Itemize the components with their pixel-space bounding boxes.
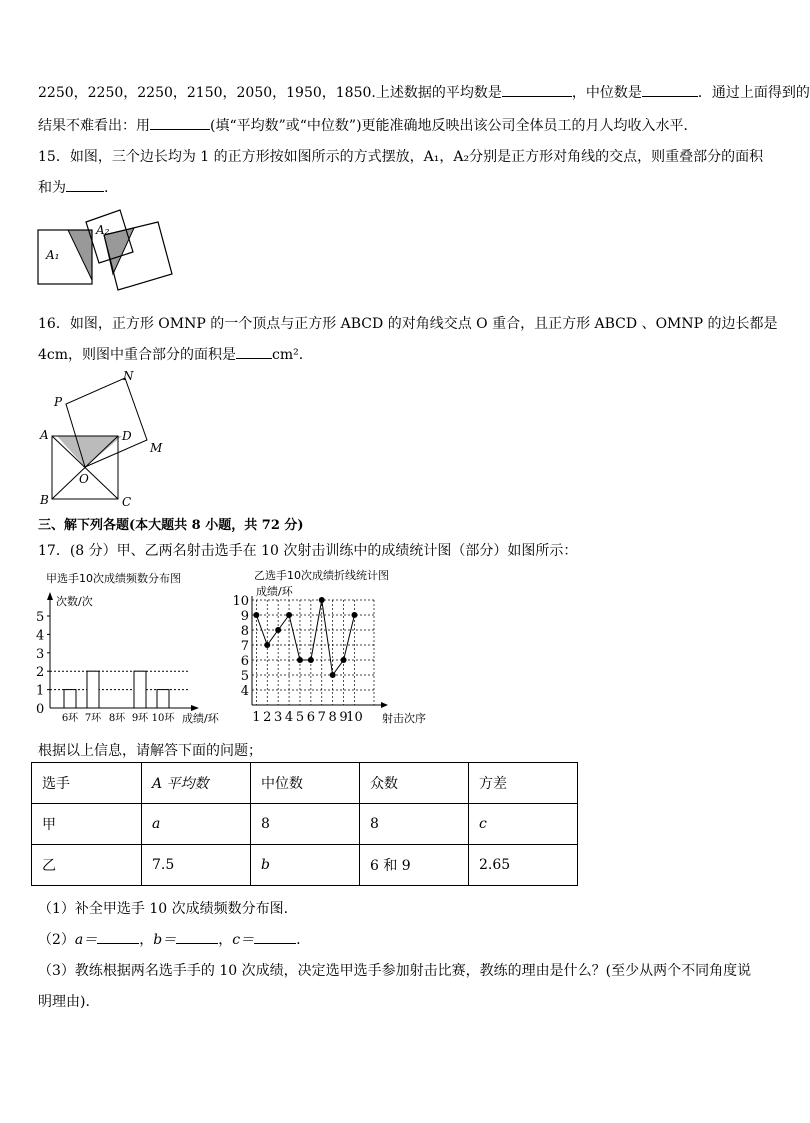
data-point: [264, 642, 270, 648]
q14-line-2: [38, 115, 698, 135]
x-axis-label: 成绩/环: [182, 712, 219, 725]
x-tick-label: 7环: [84, 713, 102, 724]
y-axis-label: 次数/次: [56, 595, 93, 608]
header-cell: 选手: [32, 763, 142, 804]
data-point: [286, 612, 292, 618]
table-cell: 6 和 9: [360, 845, 469, 886]
data-point: [253, 612, 259, 618]
jia-frequency-chart: [30, 568, 226, 728]
q17-intro: 17．(8 分）甲、乙两名射击选手在 10 次射击训练中的成绩统计图（部分）如图所示：: [38, 543, 578, 559]
q14-text: 上述数据的平均数是: [375, 85, 502, 101]
sub2-sep: ，: [218, 932, 233, 948]
table-cell: a: [142, 804, 251, 845]
q14-text-mid: ，中位数是: [571, 85, 642, 101]
table-cell: 2.65: [469, 845, 578, 886]
table-cell: b: [251, 845, 360, 886]
sub2-c-label: c＝: [232, 932, 255, 948]
x-tick-label: 9环: [131, 713, 149, 724]
answer-blank-a[interactable]: [97, 931, 139, 944]
chart-title: 甲选手10次成绩频数分布图: [46, 572, 181, 585]
q17-sub-1: （1）补全甲选手 10 次成绩频数分布图.: [38, 901, 289, 917]
table-header-row: [32, 763, 578, 804]
x-tick-label: 2: [263, 710, 272, 725]
sub2-end: .: [296, 932, 301, 948]
q16-line-2: [38, 344, 303, 364]
bar: [64, 690, 76, 708]
q16-line2-pre: 4cm，则图中重合部分的面积是: [38, 347, 237, 363]
table-cell: 8: [360, 804, 469, 845]
x-tick-label: 10: [346, 710, 363, 725]
header-cell: 中位数: [251, 763, 360, 804]
q15-line2-pre: 和为: [38, 180, 66, 196]
answer-blank-choice[interactable]: [150, 117, 210, 130]
q14-line2-post: (填“平均数”或“中位数”)更能准确地反映出该公司全体员工的月人均收入水平．: [210, 118, 698, 134]
q15-label-a1: A₁: [46, 248, 60, 262]
q16-line2-post: cm².: [272, 347, 304, 363]
data-point: [297, 657, 303, 663]
vertex-label-c: C: [122, 495, 132, 509]
q16-figure: [36, 368, 171, 510]
sub2-sep: ，: [139, 932, 154, 948]
data-point: [275, 627, 281, 633]
data-point: [319, 597, 325, 603]
vertex-label-o: O: [79, 472, 89, 486]
y-tick-label: 7: [240, 639, 249, 654]
table-row: [32, 845, 578, 886]
y-tick-label: 1: [36, 683, 45, 699]
x-tick-label: 7: [317, 710, 326, 725]
chart-title: 乙选手10次成绩折线统计图: [254, 569, 389, 582]
answer-blank-q16-area[interactable]: [236, 346, 272, 359]
y-tick-label: 4: [240, 684, 249, 699]
y-tick-label: 5: [36, 610, 45, 625]
data-point: [330, 672, 336, 678]
q15-figure: [30, 204, 180, 296]
q17-sub-3-line-2: 明理由).: [38, 994, 90, 1010]
y-tick-label: 0: [36, 702, 45, 717]
data-point: [351, 612, 357, 618]
statistics-table: [31, 762, 578, 886]
table-cell: 8: [251, 804, 360, 845]
q15-line-2: [38, 177, 108, 197]
vertex-label-b: B: [40, 493, 49, 507]
y-tick-label: 3: [36, 646, 45, 662]
series-line: [256, 600, 354, 675]
header-cell: 方差: [469, 763, 578, 804]
vertex-label-p: P: [54, 395, 63, 409]
x-tick-label: 10环: [151, 713, 175, 724]
q14-data-values: 2250，2250，2250，2150，2050，1950，1850.: [38, 85, 376, 101]
vertex-label-d: D: [122, 429, 132, 443]
q15-label-a2: A₂: [96, 223, 110, 237]
answer-blank-mean[interactable]: [502, 84, 572, 97]
x-tick-label: 8: [328, 710, 337, 725]
y-tick-label: 10: [232, 594, 249, 609]
header-cell: [142, 763, 251, 804]
bar: [134, 671, 146, 708]
x-tick-label: 1: [252, 710, 261, 725]
header-cell: 众数: [360, 763, 469, 804]
x-tick-label: 5: [295, 710, 305, 725]
q16-line-1: 16．如图，正方形 OMNP 的一个顶点与正方形 ABCD 的对角线交点 O 重合，且正方形 ABCD 、OMNP 的边长都是: [38, 316, 778, 332]
x-tick-label: 6: [306, 710, 316, 725]
table-cell: 甲: [32, 804, 142, 845]
y-tick-label: 8: [240, 624, 249, 639]
section-heading: 三、解下列各题(本大题共 8 小题，共 72 分): [38, 518, 304, 533]
x-tick-label: 4: [284, 710, 294, 725]
q17-sub-2: [38, 929, 301, 949]
q17-sub-3-line-1: （3）教练根据两名选手手的 10 次成绩，决定选甲选手参加射击比赛，教练的理由是什么？(至少从两个不同角度说: [38, 963, 752, 979]
data-point: [341, 657, 347, 663]
x-axis-arrow: [381, 702, 388, 708]
y-axis-label: 成绩/环: [256, 585, 293, 598]
answer-blank-median[interactable]: [642, 84, 698, 97]
answer-blank-c[interactable]: [254, 931, 296, 944]
table-cell: 7.5: [142, 845, 251, 886]
data-point: [308, 657, 314, 663]
q15-line-1: 15．如图，三个边长均为 1 的正方形按如图所示的方式摆放，A₁，A₂分别是正方形对角线的交点，则重叠部分的面积: [38, 149, 764, 165]
x-axis-label: 射击次序: [382, 712, 426, 725]
y-tick-label: 9: [240, 609, 249, 624]
y-tick-label: 5: [240, 669, 249, 684]
q14-text-end: ．通过上面得到的: [697, 85, 810, 101]
vertex-label-n: N: [123, 369, 134, 383]
table-cell: 乙: [32, 845, 142, 886]
q17-question-lead: 根据以上信息，请解答下面的问题；: [38, 743, 262, 759]
sub2-a-label: a＝: [74, 932, 98, 948]
x-axis-arrow: [191, 705, 199, 711]
y-tick-label: 2: [36, 665, 45, 681]
bar: [157, 690, 169, 708]
y-axis-arrow: [47, 592, 53, 600]
x-tick-label: 8环: [108, 713, 126, 724]
yi-line-chart: [230, 566, 435, 728]
q14-line2-pre: 结果不难看出：用: [38, 118, 150, 134]
bar: [87, 671, 99, 708]
table-row: [32, 804, 578, 845]
q15-line2-post: .: [104, 180, 109, 196]
answer-blank-b[interactable]: [176, 931, 218, 944]
vertex-label-m: M: [150, 441, 163, 455]
q16-overlap-region: [57, 436, 122, 467]
sub2-b-label: b＝: [153, 932, 177, 948]
sub2-number: （2）: [38, 932, 75, 948]
y-tick-label: 4: [36, 628, 45, 644]
x-tick-label: 9: [339, 710, 348, 725]
answer-blank-overlap-area[interactable]: [66, 179, 104, 192]
y-tick-label: 6: [240, 654, 249, 669]
vertex-label-a: A: [40, 428, 49, 442]
x-tick-label: 3: [274, 710, 283, 725]
x-tick-label: 6环: [61, 713, 79, 724]
q15-shaded-region-1: [68, 230, 92, 280]
table-cell: c: [469, 804, 578, 845]
q14-line-1: [38, 82, 810, 102]
header-mean-label: A 平均数: [152, 776, 209, 792]
